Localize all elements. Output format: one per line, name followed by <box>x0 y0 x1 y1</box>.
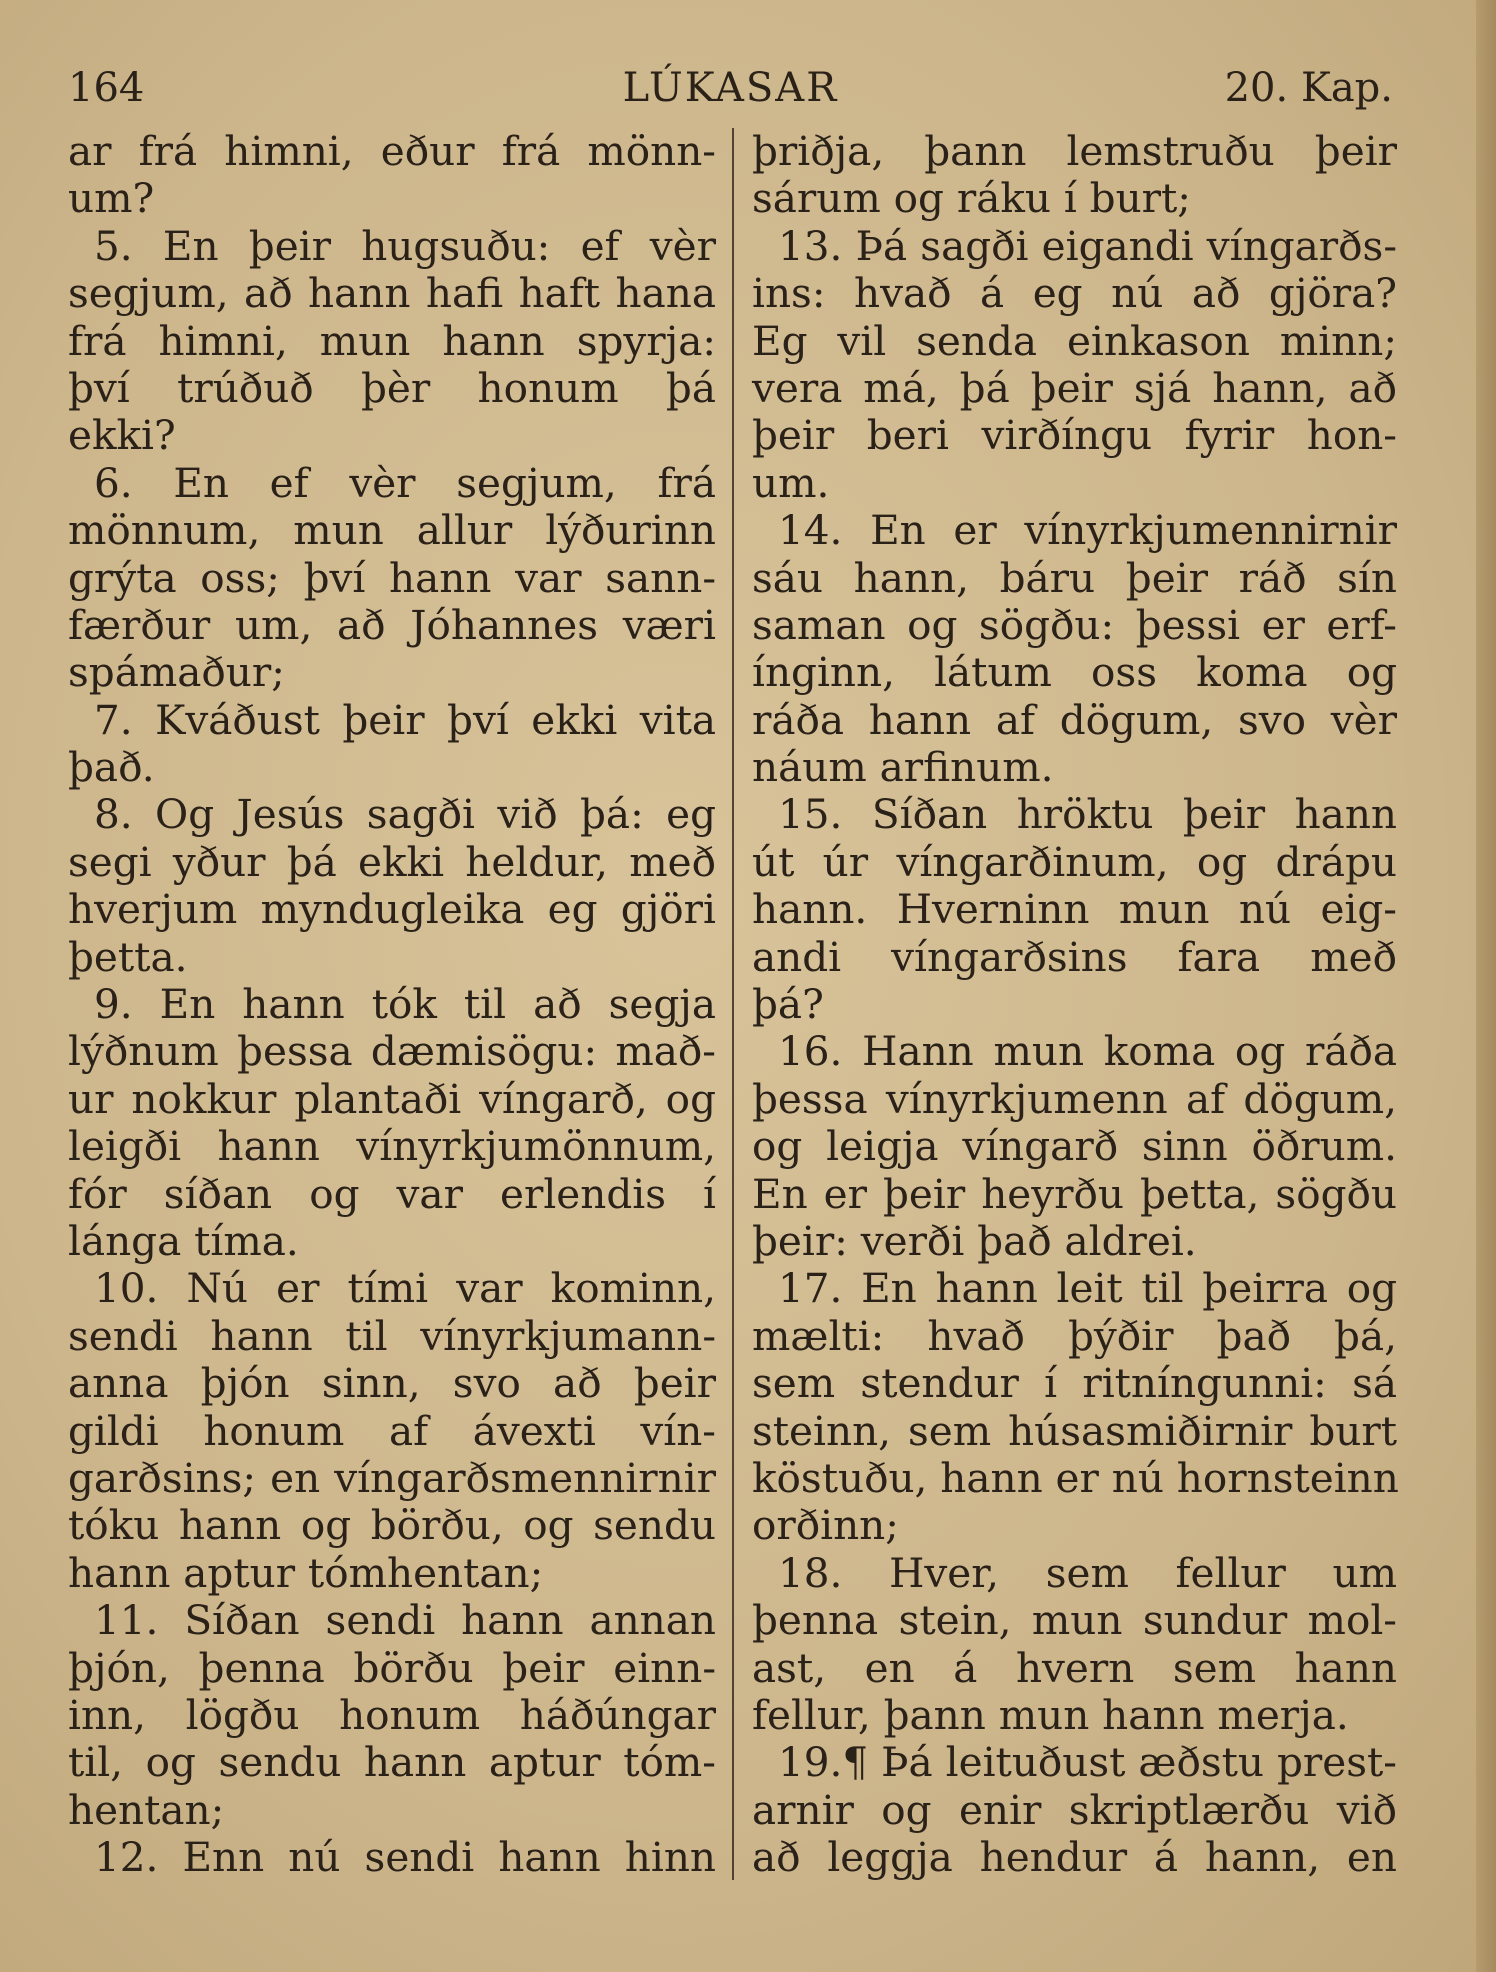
text-line: 17. En hann leit til þeirra og <box>778 1264 1397 1313</box>
text-line: þjón, þenna börðu þeir einn- <box>68 1643 716 1692</box>
text-line: 8. Og Jesús sagði við þá: eg <box>94 790 716 839</box>
text-line: anna þjón sinn, svo að þeir <box>68 1359 716 1408</box>
text-line: orðinn; <box>752 1501 899 1550</box>
text-line: garðsins; en víngarðsmennirnir <box>68 1453 716 1502</box>
text-line: 9. En hann tók til að segja <box>94 980 716 1029</box>
text-line: ast, en á hvern sem hann <box>752 1643 1397 1692</box>
text-line: náum arfinum. <box>752 743 1054 792</box>
text-line: um. <box>752 458 830 507</box>
text-line: út úr víngarðinum, og drápu <box>752 837 1397 886</box>
right-column <box>752 128 1397 1881</box>
text-line: inn, lögðu honum háðúngar <box>68 1690 716 1739</box>
text-line: 11. Síðan sendi hann annan <box>94 1596 716 1645</box>
text-line: ins: hvað á eg nú að gjöra? <box>752 269 1397 318</box>
text-line: þriðja, þann lemstruðu þeir <box>752 127 1397 175</box>
text-line: Eg vil senda einkason minn; <box>752 316 1397 365</box>
text-line: 5. En þeir hugsuðu: ef vèr <box>94 221 716 270</box>
chapter-label: 20. Kap. <box>1224 65 1393 111</box>
text-line: 12. Enn nú sendi hann hinn <box>94 1833 716 1882</box>
text-line: hentan; <box>68 1785 225 1834</box>
text-line: ar frá himni, eður frá mönn- <box>68 127 716 175</box>
text-line: 18. Hver, sem fellur um <box>778 1548 1397 1597</box>
column-divider <box>732 128 734 1880</box>
text-line: 14. En er vínyrkjumennirnir <box>778 506 1397 555</box>
text-line: mælti: hvað þýðir það þá, <box>752 1311 1397 1360</box>
text-line: fór síðan og var erlendis í <box>68 1169 716 1218</box>
running-header <box>68 58 1393 118</box>
text-line: köstuðu, hann er nú hornsteinn <box>752 1453 1399 1502</box>
text-line: leigði hann vínyrkjumönnum, <box>68 1122 716 1171</box>
text-line: ekki? <box>68 411 176 460</box>
text-line: hann. Hverninn mun nú eig- <box>752 885 1397 934</box>
text-line: segi yður þá ekki heldur, með <box>68 837 716 886</box>
text-line: ínginn, látum oss koma og <box>752 648 1397 697</box>
text-line: þessa vínyrkjumenn af dögum, <box>752 1074 1397 1123</box>
text-line: arnir og enir skriptlærðu við <box>752 1785 1397 1834</box>
text-line: saman og sögðu: þessi er erf- <box>752 600 1397 649</box>
text-line: því trúðuð þèr honum þá <box>68 363 716 412</box>
text-line: vera má, þá þeir sjá hann, að <box>752 363 1397 412</box>
text-line: 19.¶ Þá leituðust æðstu prest- <box>778 1738 1397 1787</box>
text-line: fellur, þann mun hann merja. <box>752 1690 1349 1739</box>
text-line: steinn, sem húsasmiðirnir burt <box>752 1406 1397 1455</box>
text-line: 15. Síðan hröktu þeir hann <box>778 790 1397 839</box>
text-line: hverjum myndugleika eg gjöri <box>68 885 716 934</box>
text-line: lánga tíma. <box>68 1216 299 1265</box>
text-line: þetta. <box>68 932 188 981</box>
text-line: um? <box>68 174 155 223</box>
text-line: sendi hann til vínyrkjumann- <box>68 1311 716 1360</box>
text-line: 13. Þá sagði eigandi víngarðs- <box>778 221 1397 270</box>
text-line: grýta oss; því hann var sann- <box>68 553 716 602</box>
text-line: lýðnum þessa dæmisögu: mað- <box>68 1027 716 1076</box>
text-line: sárum og ráku í burt; <box>752 174 1191 223</box>
text-line: mönnum, mun allur lýðurinn <box>68 506 716 555</box>
text-line: þá? <box>752 980 824 1029</box>
book-title: LÚKASAR <box>622 65 839 111</box>
text-line: 16. Hann mun koma og ráða <box>778 1027 1397 1076</box>
text-line: að leggja hendur á hann, en <box>752 1833 1397 1882</box>
text-line: til, og sendu hann aptur tóm- <box>68 1738 716 1787</box>
page-edge <box>1476 0 1496 1972</box>
text-line: það. <box>68 743 155 792</box>
text-line: ur nokkur plantaði víngarð, og <box>68 1074 716 1123</box>
text-line: 7. Kváðust þeir því ekki vita <box>94 695 716 744</box>
text-line: gildi honum af ávexti vín- <box>68 1406 716 1455</box>
text-line: færður um, að Jóhannes væri <box>68 600 716 649</box>
text-line: sem stendur í ritníngunni: sá <box>752 1359 1397 1408</box>
text-line: En er þeir heyrðu þetta, sögðu <box>752 1169 1397 1218</box>
text-line: 10. Nú er tími var kominn, <box>94 1264 716 1313</box>
text-line: þeir: verði það aldrei. <box>752 1216 1197 1265</box>
text-line: hann aptur tómhentan; <box>68 1548 544 1597</box>
text-line: andi víngarðsins fara með <box>752 932 1397 981</box>
text-line: tóku hann og börðu, og sendu <box>68 1501 716 1550</box>
text-line: sáu hann, báru þeir ráð sín <box>752 553 1397 602</box>
text-line: þenna stein, mun sundur mol- <box>752 1596 1397 1645</box>
left-column <box>68 128 716 1881</box>
text-line: frá himni, mun hann spyrja: <box>68 316 716 365</box>
text-line: spámaður; <box>68 648 285 697</box>
text-line: segjum, að hann hafi haft hana <box>68 269 716 318</box>
text-line: 6. En ef vèr segjum, frá <box>94 458 716 507</box>
page-number: 164 <box>68 65 145 111</box>
text-line: og leigja víngarð sinn öðrum. <box>752 1122 1397 1171</box>
text-line: þeir beri virðíngu fyrir hon- <box>752 411 1397 460</box>
text-line: ráða hann af dögum, svo vèr <box>752 695 1397 744</box>
